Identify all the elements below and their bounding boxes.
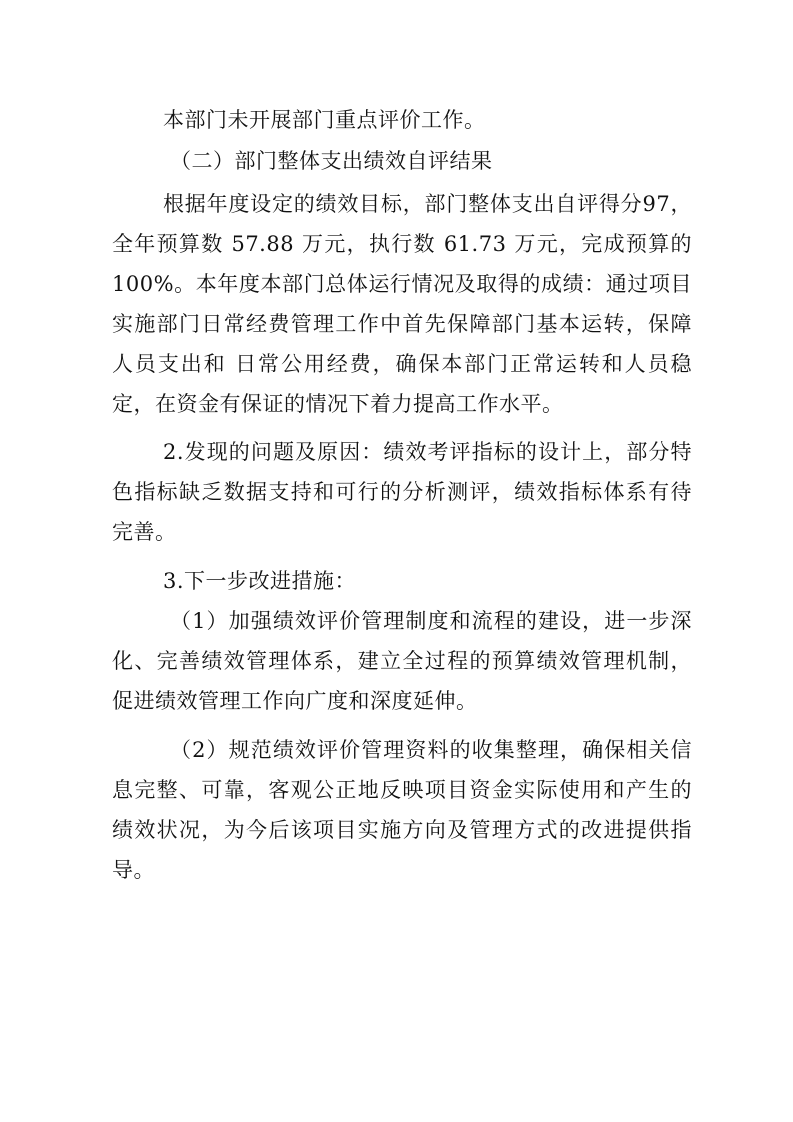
paragraph-next-steps-heading: 3.下一步改进措施： [163, 569, 357, 593]
paragraph-measure-2-line-2: 息完整、可靠，客观公正地反映项目资金实际使用和产生的 [112, 778, 692, 802]
paragraph-self-evaluation-line-5: 人员支出和 日常公用经费，确保本部门正常运转和人员稳 [112, 352, 692, 376]
paragraph-self-evaluation-line-4: 实施部门日常经费管理工作中首先保障部门基本运转，保障 [112, 312, 692, 336]
section-heading: （二）部门整体支出绩效自评结果 [170, 149, 493, 173]
paragraph-self-evaluation-line-6: 定，在资金有保证的情况下着力提高工作水平。 [112, 392, 564, 416]
paragraph-measure-2-line-3: 绩效状况，为今后该项目实施方向及管理方式的改进提供指 [112, 818, 692, 842]
paragraph-measure-2-line-4: 导。 [112, 858, 155, 882]
paragraph-self-evaluation-line-2: 全年预算数 57.88 万元，执行数 61.73 万元，完成预算的 [112, 232, 692, 256]
paragraph-measure-1-line-1: （1）加强绩效评价管理制度和流程的建设，进一步深 [170, 609, 692, 633]
paragraph-self-evaluation-line-1: 根据年度设定的绩效目标，部门整体支出自评得分97， [163, 192, 692, 216]
paragraph-measure-1-line-3: 促进绩效管理工作向广度和深度延伸。 [112, 689, 478, 713]
paragraph-self-evaluation-line-3: 100%。本年度本部门总体运行情况及取得的成绩：通过项目 [112, 272, 692, 296]
paragraph-problems-line-1: 2.发现的问题及原因：绩效考评指标的设计上，部分特 [163, 440, 692, 464]
paragraph-measure-2-line-1: （2）规范绩效评价管理资料的收集整理，确保相关信 [170, 738, 692, 762]
paragraph-measure-1-line-2: 化、完善绩效管理体系，建立全过程的预算绩效管理机制， [112, 649, 692, 673]
paragraph-problems-line-2: 色指标缺乏数据支持和可行的分析测评，绩效指标体系有待 [112, 480, 692, 504]
paragraph-no-key-evaluation: 本部门未开展部门重点评价工作。 [163, 108, 486, 132]
paragraph-problems-line-3: 完善。 [112, 520, 177, 544]
